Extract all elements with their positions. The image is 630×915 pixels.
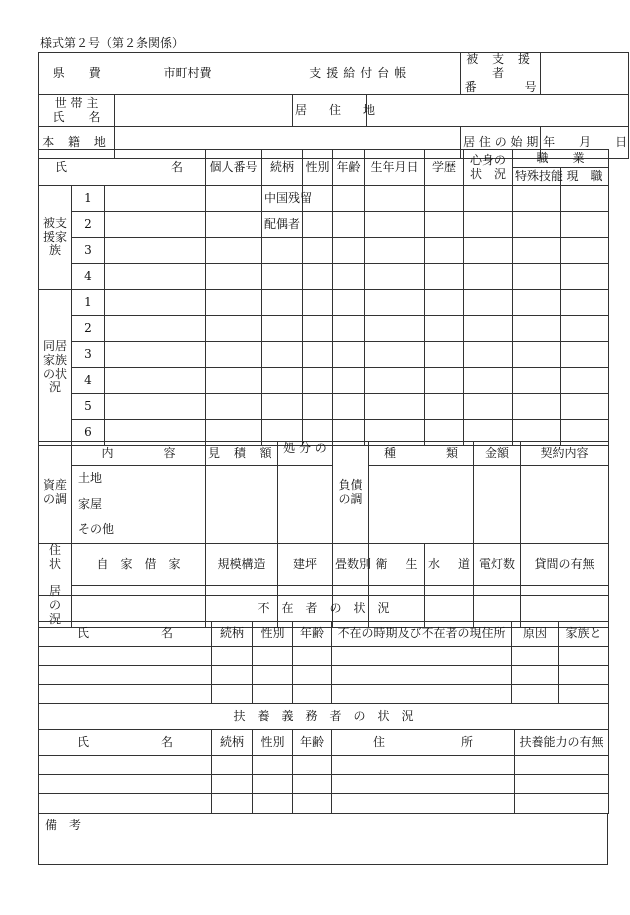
cohabiting-family-label: 同居家族の状況 [39, 290, 72, 446]
liability-type-header: 種 類 [369, 442, 474, 466]
members-table [38, 149, 609, 446]
birthdate-header: 生年月日 [365, 150, 425, 186]
household-head-field[interactable] [115, 95, 293, 127]
row-number: 2 [72, 316, 105, 342]
residence-start-date[interactable]: 年 月 日 [541, 127, 629, 159]
floor-area-header: 建坪 [278, 544, 333, 586]
supporter-age-header: 年齢 [293, 730, 332, 756]
special-skill-header: 特殊技能 [513, 168, 561, 186]
asset-content-header: 内 容 [72, 442, 206, 466]
asset-item-house: 家屋 [72, 492, 206, 518]
room-rent-header: 貸間の有無 [521, 544, 609, 586]
sex-header: 性別 [303, 150, 333, 186]
personal-number-header: 個人番号 [206, 150, 262, 186]
row-number: 2 [72, 212, 105, 238]
structure-header: 規模構造 [206, 544, 278, 586]
liabilities-label: 負債の調 [333, 442, 369, 544]
remarks-table [38, 813, 608, 865]
member-name-header: 氏 名 [39, 150, 206, 186]
domicile-label: 本 籍 地 [39, 127, 115, 159]
row-number: 5 [72, 394, 105, 420]
education-header: 学歴 [425, 150, 464, 186]
assets-table [38, 441, 609, 544]
water-header: 水 道 [425, 544, 474, 586]
lights-header: 電灯数 [474, 544, 521, 586]
residence-field[interactable] [367, 95, 629, 127]
health-status-header: 心身の 状 況 [464, 150, 513, 186]
row-number: 1 [72, 290, 105, 316]
own-rent-header: 自 家 借 家 [72, 544, 206, 586]
support-ability-header: 扶養能力の有無 [515, 730, 609, 756]
residence-start-label: 居 住 の 始 期 [461, 127, 541, 159]
row-number: 4 [72, 264, 105, 290]
assets-label: 資産の調 [39, 442, 72, 544]
row-number: 1 [72, 186, 105, 212]
amount-header: 金額 [474, 442, 521, 466]
disposal-header: 処 分 の [278, 442, 333, 466]
supporter-name-header: 氏 名 [39, 730, 212, 756]
sanitation-header: 衛 生 [369, 544, 425, 586]
age-header: 年齢 [333, 150, 365, 186]
municipal-fund-label: 市町村費 [115, 53, 261, 95]
remarks-label: 備 考 [45, 818, 82, 832]
form-title: 支援給付台帳 [261, 53, 461, 95]
absence-cause-header: 原因 [512, 622, 559, 647]
asset-item-land: 土地 [72, 466, 206, 492]
supporter-address-header: 住 所 [332, 730, 515, 756]
absentees-table [38, 595, 609, 704]
form-code: 様式第２号（第２条関係） [40, 36, 185, 50]
absence-period-header: 不在の時期及び不在者の現住所 [332, 622, 512, 647]
prefecture-fund-label: 県 費 [39, 53, 115, 95]
absentee-age-header: 年齢 [293, 622, 332, 647]
supporters-title: 扶 養 義 務 者 の 状 況 [39, 704, 609, 730]
residence-label: 居 住 地 [293, 95, 367, 127]
supporter-relation-header: 続柄 [212, 730, 253, 756]
recipient-number-label: 被 支 援 者 番 号 [461, 53, 541, 95]
supporters-table [38, 703, 609, 814]
row-number: 3 [72, 342, 105, 368]
absentees-title: 不 在 者 の 状 況 [39, 596, 609, 622]
family-relation-header: 家族と [559, 622, 609, 647]
household-head-label: 世 帯 主 氏 名 [39, 95, 115, 127]
estimate-header: 見 積 額 [206, 442, 278, 466]
row-number: 4 [72, 368, 105, 394]
absentee-name-header: 氏 名 [39, 622, 212, 647]
contract-header: 契約内容 [521, 442, 609, 466]
recipient-number-field[interactable] [541, 53, 629, 95]
supported-family-label: 被支援家族 [39, 186, 72, 290]
relation-cell[interactable]: 中国残留 [262, 186, 303, 212]
tatami-header: 畳数別 [333, 544, 369, 586]
remarks-field[interactable] [39, 814, 608, 865]
row-number: 3 [72, 238, 105, 264]
housing-label: 住 状 居 の 況 [39, 544, 72, 628]
asset-item-other: その他 [72, 518, 206, 544]
relation-header: 続柄 [262, 150, 303, 186]
occupation-header: 職 業 [513, 150, 609, 168]
relation-cell[interactable]: 配偶者 [262, 212, 303, 238]
row-number: 6 [72, 420, 105, 446]
supporter-sex-header: 性別 [253, 730, 293, 756]
absentee-relation-header: 続柄 [212, 622, 253, 647]
header-table [38, 52, 629, 159]
absentee-sex-header: 性別 [253, 622, 293, 647]
current-job-header: 現 職 [561, 168, 609, 186]
